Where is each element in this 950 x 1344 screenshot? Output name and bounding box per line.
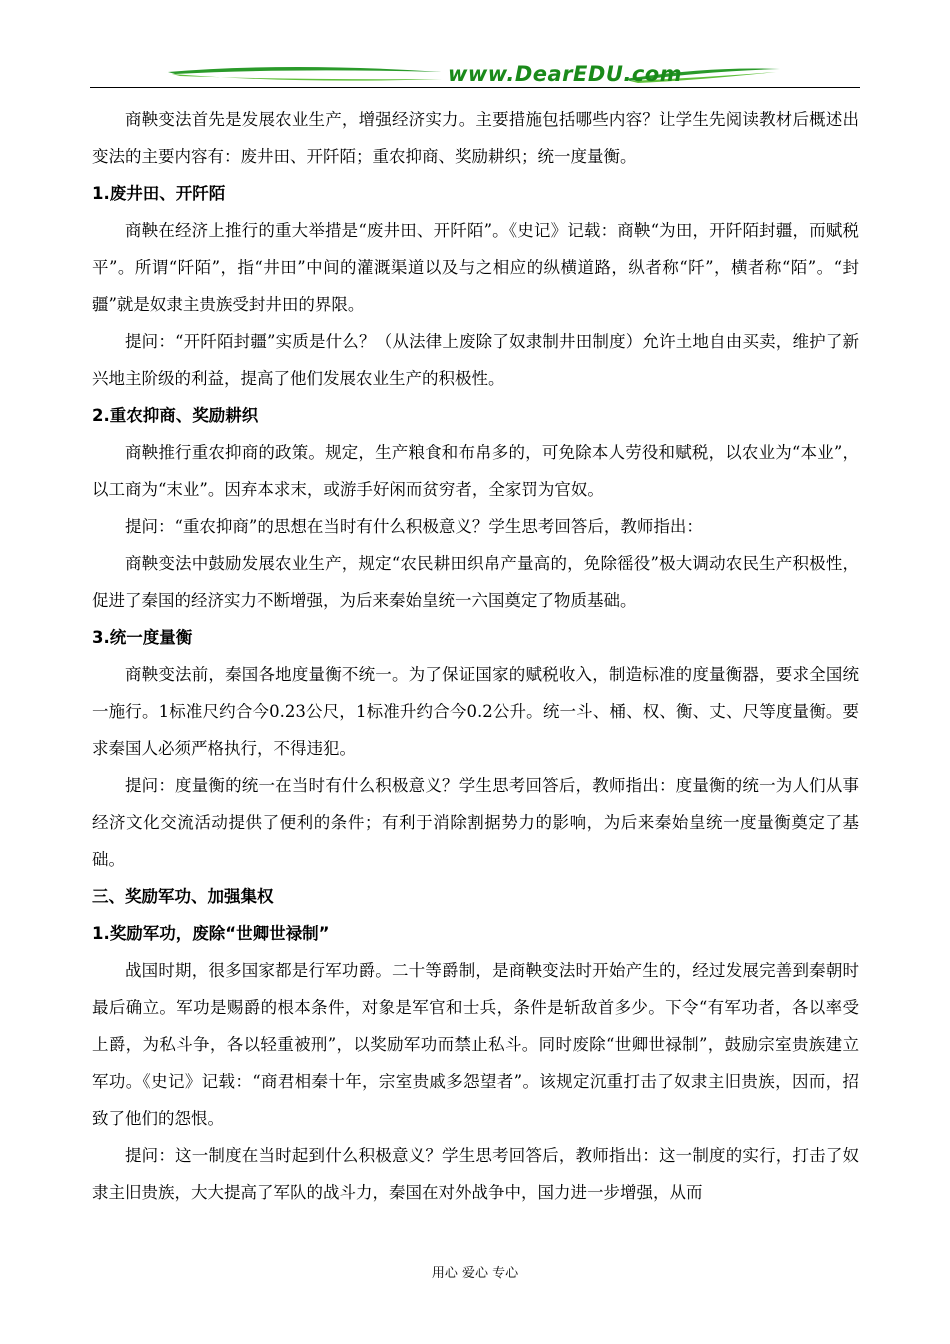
paragraph: 商鞅在经济上推行的重大举措是“废井田、开阡陌”。《史记》记载：商鞅“为田，开阡陌封疆，而赋税平”。所谓“阡陌”，指“井田”中间的灌溉渠道以及与之相应的纵横道路，纵者称“阡”，横者称“陌”。“封疆”就是奴隶主贵族受封井田的界限。	[92, 221, 859, 314]
section-heading: 1.废井田、开阡陌	[92, 184, 226, 203]
paragraph: 提问：“开阡陌封疆”实质是什么？（从法律上废除了奴隶制井田制度）允许土地自由买卖，维护了新兴地主阶级的利益，提高了他们发展农业生产的积极性。	[92, 332, 859, 388]
section-heading: 3.统一度量衡	[92, 628, 193, 647]
paragraph: 商鞅变法前，秦国各地度量衡不统一。为了保证国家的赋税收入，制造标准的度量衡器，要求全国统一施行。1标准尺约合今0.23公尺，1标准升约合今0.2公升。统一斗、桶、权、衡、丈、尺等度量衡。要求秦国人必须严格执行，不得违犯。	[92, 665, 859, 758]
paragraph: 提问：这一制度在当时起到什么积极意义？学生思考回答后，教师指出：这一制度的实行，打击了奴隶主旧贵族，大大提高了军队的战斗力，秦国在对外战争中，国力进一步增强，从而	[92, 1146, 859, 1202]
header-banner	[90, 60, 860, 90]
paragraph: 提问：“重农抑商”的思想在当时有什么积极意义？学生思考回答后，教师指出：	[125, 517, 703, 536]
section-heading: 1.奖励军功，废除“世卿世禄制”	[92, 924, 330, 943]
paragraph: 商鞅推行重农抑商的政策。规定，生产粮食和布帛多的，可免除本人劳役和赋税，以农业为“本业”，以工商为“末业”。因弃本求末，或游手好闲而贫穷者，全家罚为官奴。	[92, 443, 859, 499]
document-body	[92, 101, 859, 1211]
paragraph: 提问：度量衡的统一在当时有什么积极意义？学生思考回答后，教师指出：度量衡的统一为人们从事经济文化交流活动提供了便利的条件；有利于消除割据势力的影响，为后来秦始皇统一度量衡奠定了基础。	[92, 776, 859, 869]
site-name: www.DearEDU.com	[448, 62, 683, 86]
section-heading: 三、奖励军功、加强集权	[92, 887, 274, 906]
header-rule	[90, 87, 860, 88]
paragraph: 战国时期，很多国家都是行军功爵。二十等爵制，是商鞅变法时开始产生的，经过发展完善到秦朝时最后确立。军功是赐爵的根本条件，对象是军官和士兵，条件是斩敌首多少。下令“有军功者，各以率受上爵，为私斗争，各以轻重被刑”，以奖励军功而禁止私斗。同时废除“世卿世禄制”，鼓励宗室贵族建立军功。《史记》记载：“商君相秦十年，宗室贵戚多怨望者”。该规定沉重打击了奴隶主旧贵族，因而，招致了他们的怨恨。	[92, 961, 859, 1128]
section-heading: 2.重农抑商、奖励耕织	[92, 406, 259, 425]
page-footer: 用心 爱心 专心	[431, 1266, 519, 1281]
paragraph: 商鞅变法中鼓励发展农业生产，规定“农民耕田织帛产量高的，免除徭役”极大调动农民生产积极性，促进了秦国的经济实力不断增强，为后来秦始皇统一六国奠定了物质基础。	[92, 554, 859, 610]
paragraph: 商鞅变法首先是发展农业生产，增强经济实力。主要措施包括哪些内容？让学生先阅读教材后概述出变法的主要内容有：废井田、开阡陌；重农抑商、奖励耕织；统一度量衡。	[92, 110, 859, 166]
